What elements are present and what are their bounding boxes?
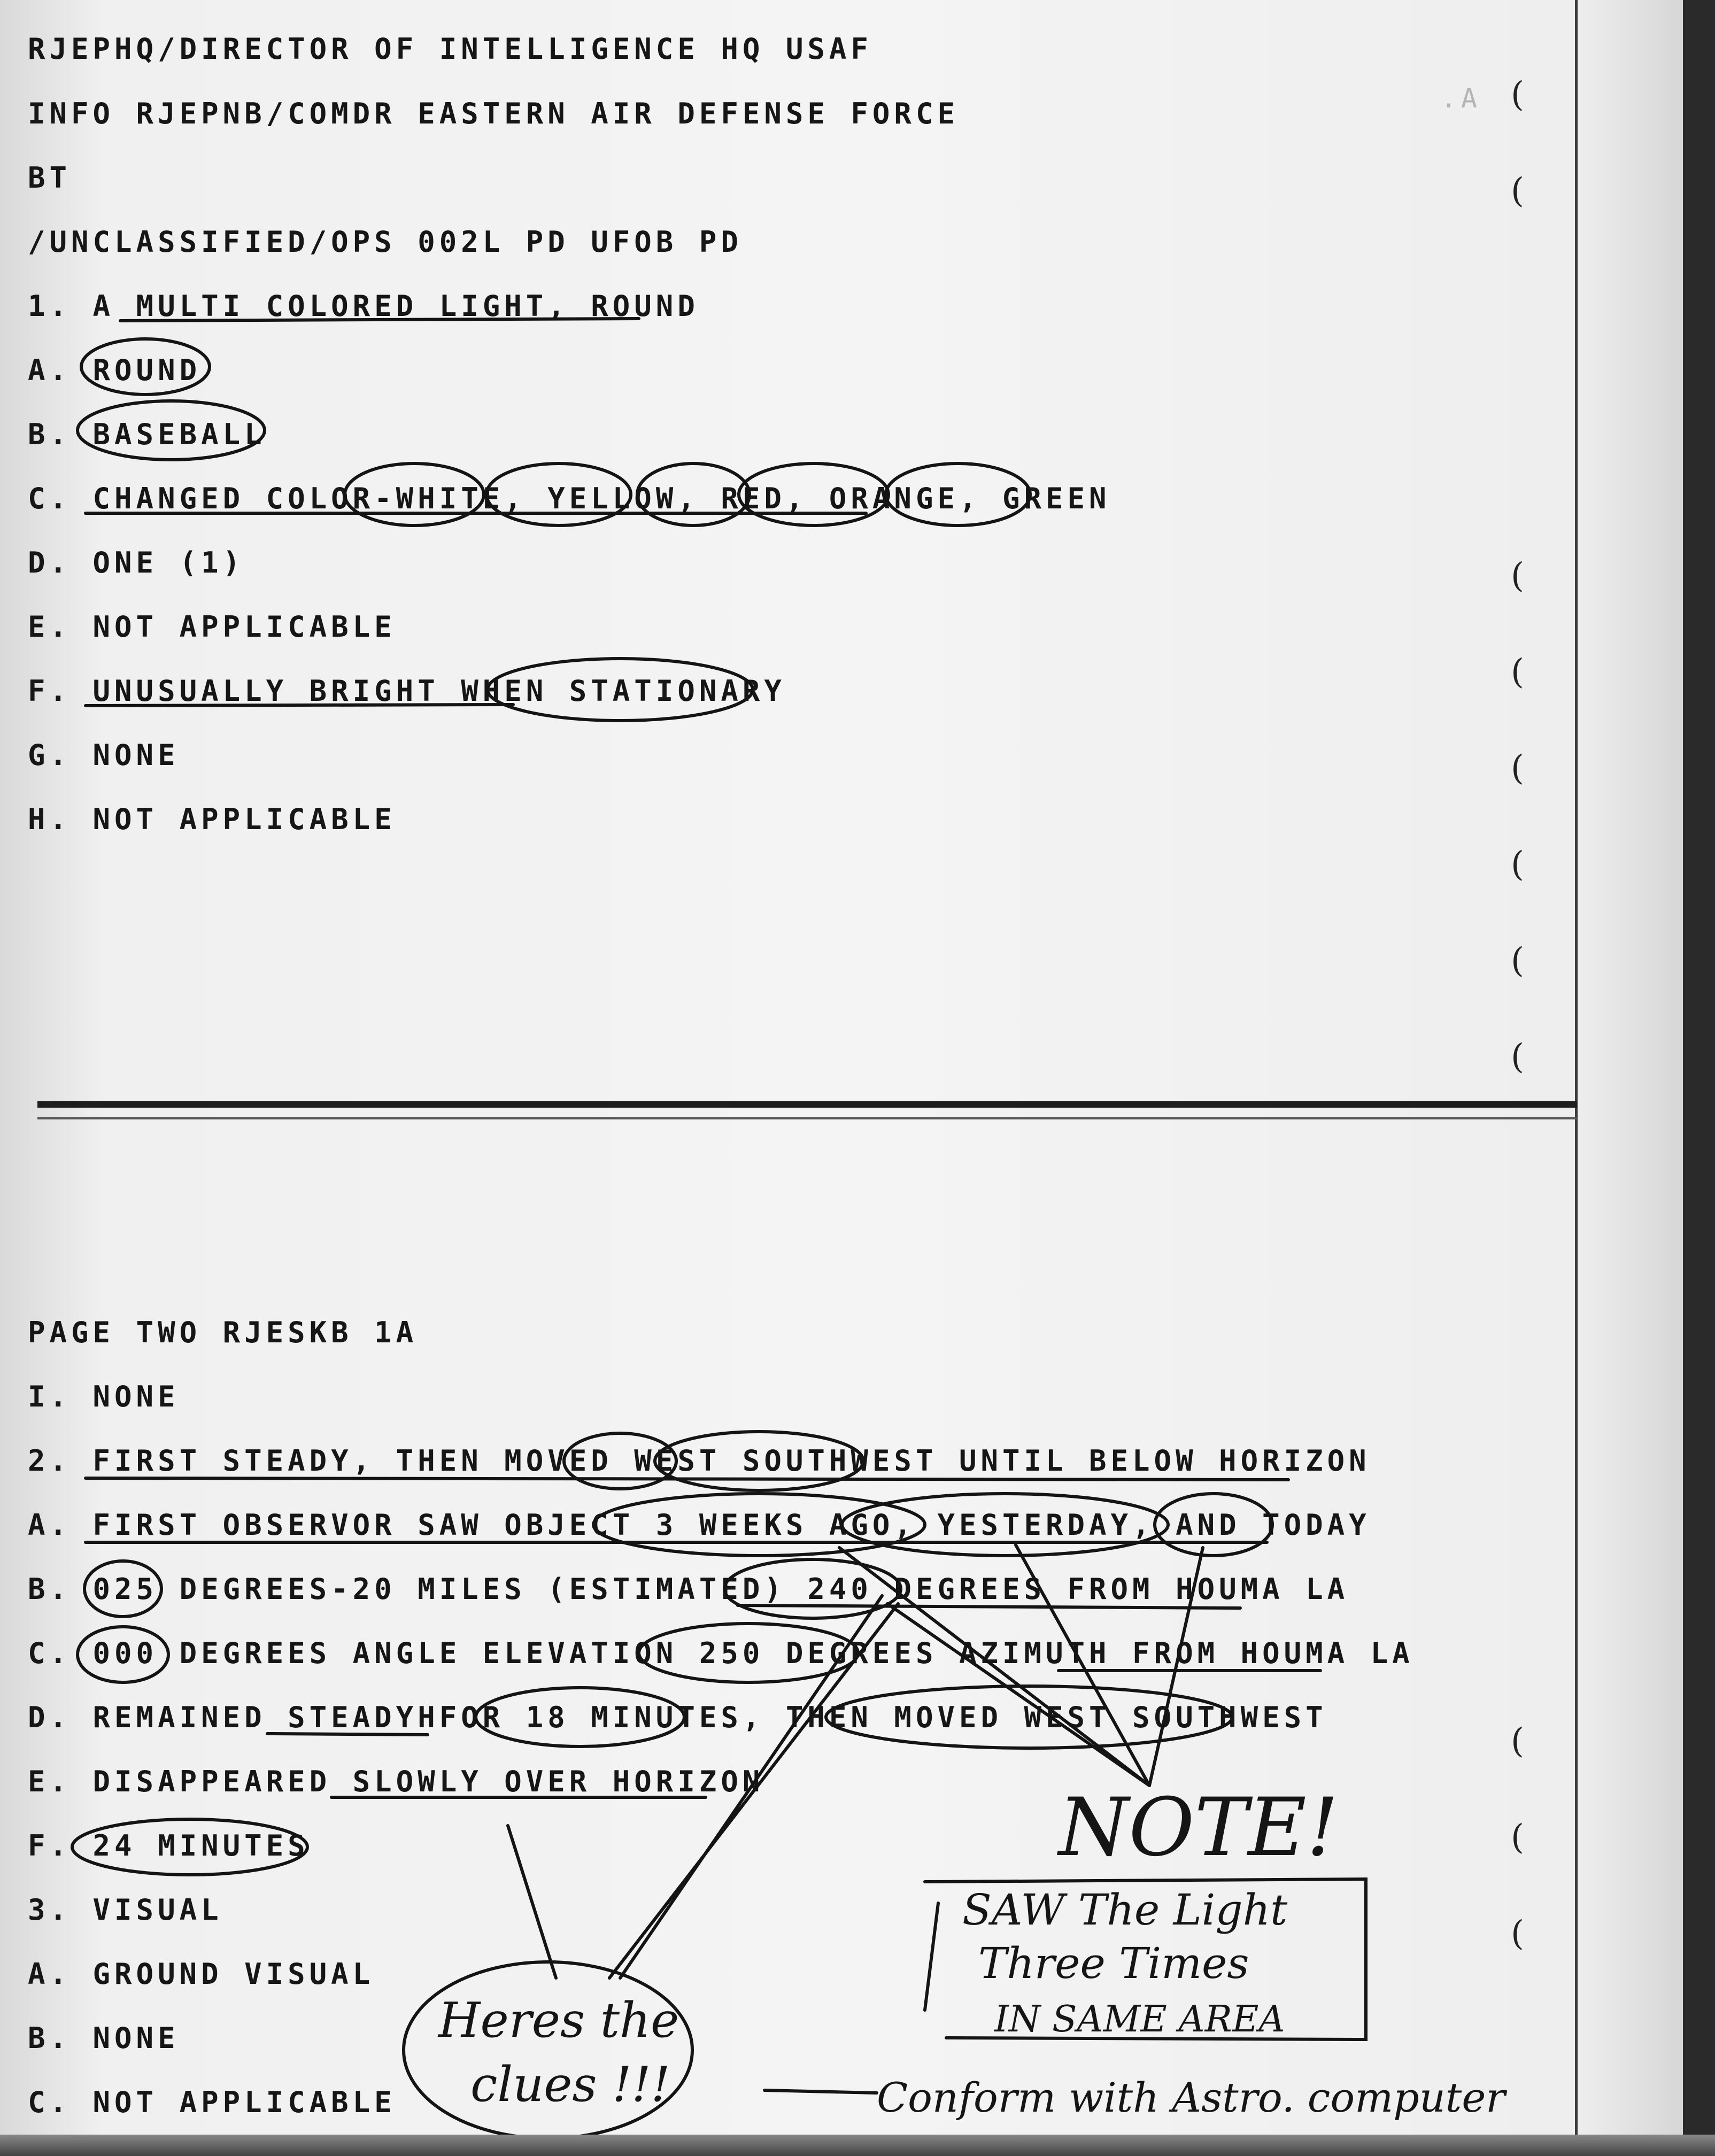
bleed-through-text (642, 401, 947, 432)
item-1e: E. NOT APPLICABLE (28, 610, 396, 644)
note-box-line-1: SAW The Light (962, 1885, 1288, 1935)
item-2f: F. 24 MINUTES (28, 1829, 310, 1863)
note-handwriting: NOTE! (1059, 1781, 1339, 1874)
item-2: 2. FIRST STEADY, THEN MOVED WEST SOUTHWEST UNTIL BELOW HORIZON (28, 1444, 1371, 1478)
binder-mark: ( (1511, 845, 1524, 884)
note-box (925, 1879, 1366, 2039)
item-3c: C. NOT APPLICABLE (28, 2085, 396, 2119)
binder-mark: ( (1511, 75, 1524, 114)
binder-mark: ( (1511, 1818, 1524, 1857)
item-3: 3. VISUAL (28, 1893, 223, 1927)
note-box-line-3: IN SAME AREA (994, 1998, 1285, 2041)
item-2e: E. DISAPPEARED SLOWLY OVER HORIZON (28, 1765, 764, 1798)
item-1f: F. UNUSUALLY BRIGHT WHEN STATIONARY (28, 674, 786, 708)
binder-mark: ( (1511, 941, 1524, 980)
header-line-info: INFO RJEPNB/COMDR EASTERN AIR DEFENSE FORCE (28, 97, 959, 130)
item-3a: A. GROUND VISUAL (28, 1957, 375, 1991)
arrow (764, 2090, 877, 2093)
header-line-routing: RJEPHQ/DIRECTOR OF INTELLIGENCE HQ USAF (28, 32, 872, 66)
item-2c: C. 000 DEGREES ANGLE ELEVATION 250 DEGREES AZIMUTH FROM HOUMA LA (28, 1636, 1414, 1670)
binder-mark: ( (1511, 1037, 1524, 1077)
item-1a: A. ROUND (28, 353, 202, 387)
note-box-side (925, 1903, 938, 2010)
page-two-header: PAGE TWO RJESKB 1A (28, 1316, 418, 1349)
item-1d: D. ONE (1) (28, 546, 245, 579)
binder-mark: ( (1511, 171, 1524, 211)
item-3b: B. NONE (28, 2021, 180, 2055)
item-1g: G. NONE (28, 738, 180, 772)
item-1h: H. NOT APPLICABLE (28, 802, 396, 836)
item-2d: D. REMAINED STEADYHFOR 18 MINUTES, THEN MOVED WEST SOUTHWEST (28, 1701, 1327, 1734)
page-divider-shadow (37, 1117, 1577, 1119)
item-1: 1. A MULTI COLORED LIGHT, ROUND (28, 289, 699, 323)
underline (86, 1478, 1288, 1480)
photo-bottom-edge (0, 2135, 1715, 2156)
item-2a: A. FIRST OBSERVOR SAW OBJECT 3 WEEKS AGO, YESTERDAY, AND TODAY (28, 1508, 1371, 1542)
photo-border (1683, 0, 1715, 2156)
binder-mark: ( (1511, 1914, 1524, 1953)
arrow (508, 1826, 556, 1978)
clues-line-1: Heres the (438, 1992, 679, 2049)
clues-line-2: clues !!! (470, 2057, 670, 2113)
note-box-line-2: Three Times (978, 1938, 1249, 1988)
binder-mark: ( (1511, 748, 1524, 788)
binder-mark: ( (1511, 652, 1524, 692)
page-divider (37, 1101, 1577, 1108)
clues-circle (404, 1962, 692, 2138)
conform-note: Conform with Astro. computer (877, 2074, 1505, 2121)
item-i: I. NONE (28, 1380, 180, 1413)
header-line-bt: BT (28, 161, 72, 195)
bleed-through-text: A. (1294, 83, 1477, 114)
item-2b: B. 025 DEGREES-20 MILES (ESTIMATED) 240 DEGREES FROM HOUMA LA (28, 1572, 1349, 1606)
page-edge-rule (1575, 0, 1578, 2156)
arrow (887, 1604, 1149, 1786)
item-1c: C. CHANGED COLOR-WHITE, YELLOW, RED, ORANGE, GREEN (28, 482, 1111, 515)
header-line-subject: /UNCLASSIFIED/OPS 002L PD UFOB PD (28, 225, 743, 259)
binder-mark: ( (1511, 1721, 1524, 1761)
item-1b: B. BASEBALL (28, 418, 266, 451)
binder-mark: ( (1511, 556, 1524, 596)
